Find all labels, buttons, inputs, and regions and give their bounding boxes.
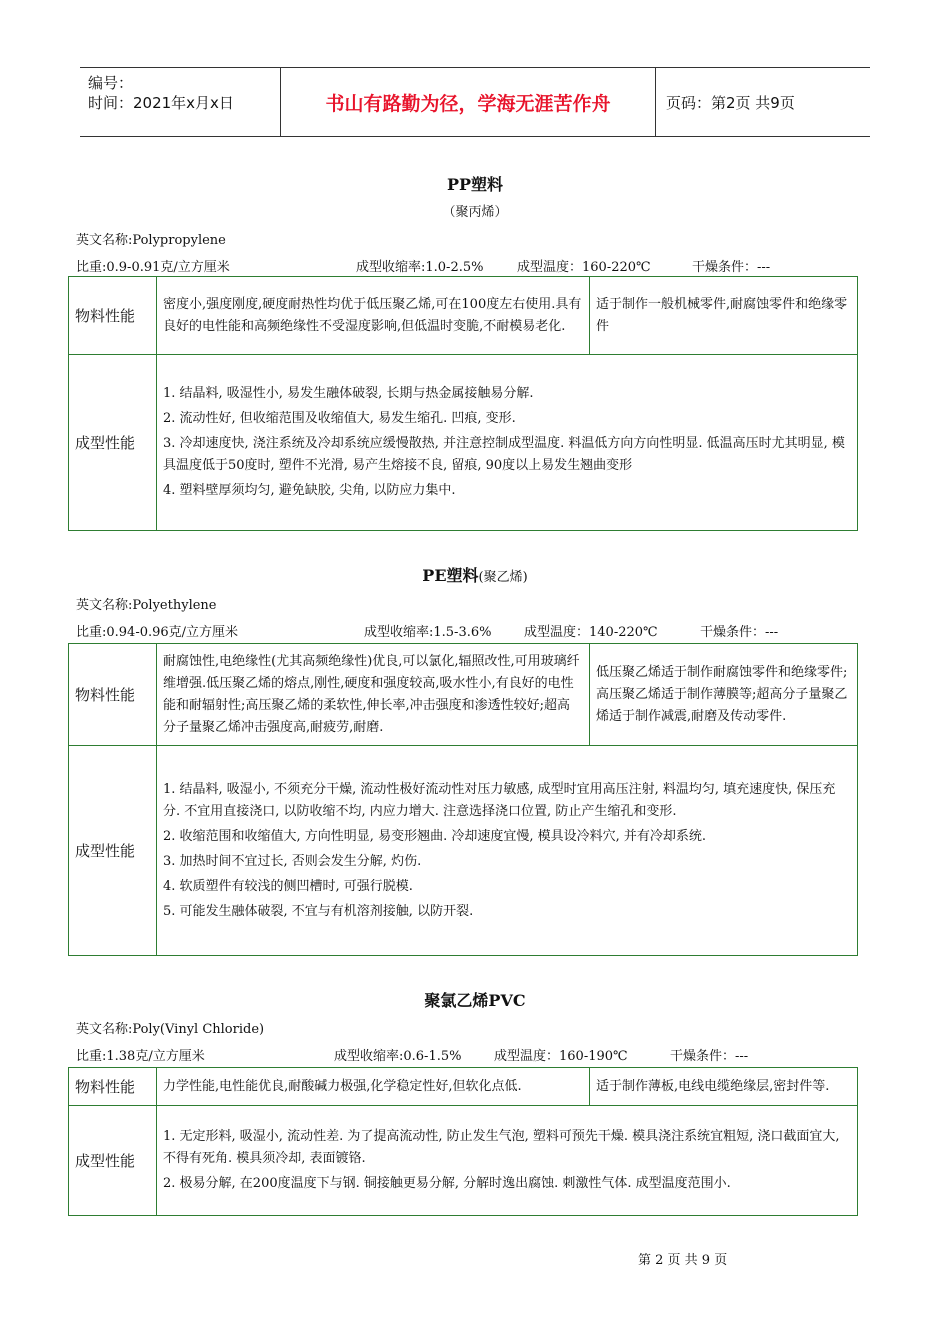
pe-title-line [0,563,950,586]
header-motto: 书山有路勤为径，学海无涯苦作舟 [280,68,656,136]
pp-mat-text: 密度小,强度刚度,硬度耐热性均优于低压聚乙烯,可在100度左右使用.具有良好的电性能和高频绝缘性不受湿度影响,但低温时变脆,不耐模易老化. [157,277,590,355]
pvc-dry: 干燥条件：--- [670,1049,749,1064]
pe-title-sub: (聚乙烯) [478,570,528,585]
pe-temp: 成型温度：140-220℃ [524,625,658,640]
pe-density: 比重:0.94-0.96克/立方厘米 [76,625,239,640]
pe-form-item: 4. 软质塑件有较浅的侧凹槽时, 可强行脱模. [163,878,413,894]
pp-subtitle: （聚丙烯） [442,205,508,220]
pvc-mat-label: 物料性能 [69,1068,157,1106]
pvc-mat-text: 力学性能,电性能优良,耐酸碱力极强,化学稳定性好,但软化点低. [157,1068,590,1106]
pvc-form-list [157,1106,858,1216]
pe-form-item: 3. 加热时间不宜过长, 否则会发生分解, 灼伤. [163,853,422,869]
pp-mat-label: 物料性能 [69,277,157,355]
pe-table [68,643,858,956]
pvc-form-label: 成型性能 [69,1106,157,1216]
pe-mat-label: 物料性能 [69,644,157,746]
number-label: 编号： [88,74,134,92]
pp-temp: 成型温度：160-220℃ [517,260,651,275]
pvc-table [68,1067,858,1216]
pvc-title: 聚氯乙烯PVC [424,991,526,1010]
pp-shrink: 成型收缩率:1.0-2.5% [356,260,484,275]
pvc-use-text: 适于制作薄板,电线电缆绝缘层,密封件等. [590,1068,858,1106]
pe-shrink: 成型收缩率:1.5-3.6% [364,625,492,640]
pe-title: PE塑料 [422,566,479,585]
pe-form-label: 成型性能 [69,746,157,956]
pvc-temp: 成型温度：160-190℃ [494,1049,628,1064]
pp-table [68,276,858,531]
pp-use-text: 适于制作一般机械零件,耐腐蚀零件和绝缘零件 [590,277,858,355]
date-label: 时间：2021年x月x日 [88,94,234,112]
pe-mat-text: 耐腐蚀性,电绝缘性(尤其高频绝缘性)优良,可以氯化,辐照改性,可用玻璃纤维增强.低压聚乙烯的熔点,刚性,硬度和强度较高,吸水性小,有良好的电性能和耐辐射性;高压聚乙烯的柔软性,伸长率,冲击强度和渗透性较好;超高分子量聚乙烯冲击强度高,耐疲劳,耐磨. [157,644,590,746]
pp-title: PP塑料 [446,175,504,194]
page-footer: 第 2 页 共 9 页 [638,1253,728,1268]
pvc-density: 比重:1.38克/立方厘米 [76,1049,205,1064]
pvc-shrink: 成型收缩率:0.6-1.5% [334,1049,462,1064]
pp-form-item: 4. 塑料壁厚须均匀, 避免缺胶, 尖角, 以防应力集中. [163,483,456,498]
header-info [80,68,280,136]
pe-english: 英文名称:Polyethylene [76,598,217,613]
pp-form-item: 2. 流动性好, 但收缩范围及收缩值大, 易发生缩孔. 凹痕, 变形. [163,411,516,426]
pe-form-list [157,746,858,956]
pp-form-item: 1. 结晶料, 吸湿性小, 易发生融体破裂, 长期与热金属接触易分解. [163,386,534,401]
pp-form-item: 3. 冷却速度快, 浇注系统及冷却系统应缓慢散热, 并注意控制成型温度. 料温低方向方向性明显. 低温高压时尤其明显, 模具温度低于50度时, 塑件不光滑, 易产生熔接不良, 留痕, 90度以上易发生翘曲变形 [163,436,845,473]
pp-english: 英文名称:Polypropylene [76,233,226,248]
pe-form-item: 1. 结晶料, 吸湿小, 不须充分干燥, 流动性极好流动性对压力敏感, 成型时宜用高压注射, 料温均匀, 填充速度快, 保压充分. 不宜用直接浇口, 以防收缩不均, 内应力增大. 注意选择浇口位置, 防止产生缩孔和变形. [163,781,836,819]
pp-dry: 干燥条件：--- [692,260,771,275]
pp-form-label: 成型性能 [69,355,157,531]
page-header [80,67,870,137]
pvc-english: 英文名称:Poly(Vinyl Chloride) [76,1022,265,1037]
pvc-form-item: 2. 极易分解, 在200度温度下与钢. 铜接触更易分解, 分解时逸出腐蚀. 刺激性气体. 成型温度范围小. [163,1176,731,1191]
pp-form-list [157,355,858,531]
pe-dry: 干燥条件：--- [700,625,779,640]
pvc-form-item: 1. 无定形料, 吸湿小, 流动性差. 为了提高流动性, 防止发生气泡, 塑料可预先干燥. 模具浇注系统宜粗短, 浇口截面宜大, 不得有死角. 模具须冷却, 表面镀铬. [163,1129,840,1166]
pp-density: 比重:0.9-0.91克/立方厘米 [76,260,230,275]
header-page: 页码：第2页 共9页 [666,93,795,112]
pe-form-item: 5. 可能发生融体破裂, 不宜与有机溶剂接触, 以防开裂. [163,903,474,919]
pe-use-text: 低压聚乙烯适于制作耐腐蚀零件和绝缘零件;高压聚乙烯适于制作薄膜等;超高分子量聚乙烯适于制作减震,耐磨及传动零件. [590,644,858,746]
pe-form-item: 2. 收缩范围和收缩值大, 方向性明显, 易变形翘曲. 冷却速度宜慢, 模具设冷料穴, 并有冷却系统. [163,828,706,844]
